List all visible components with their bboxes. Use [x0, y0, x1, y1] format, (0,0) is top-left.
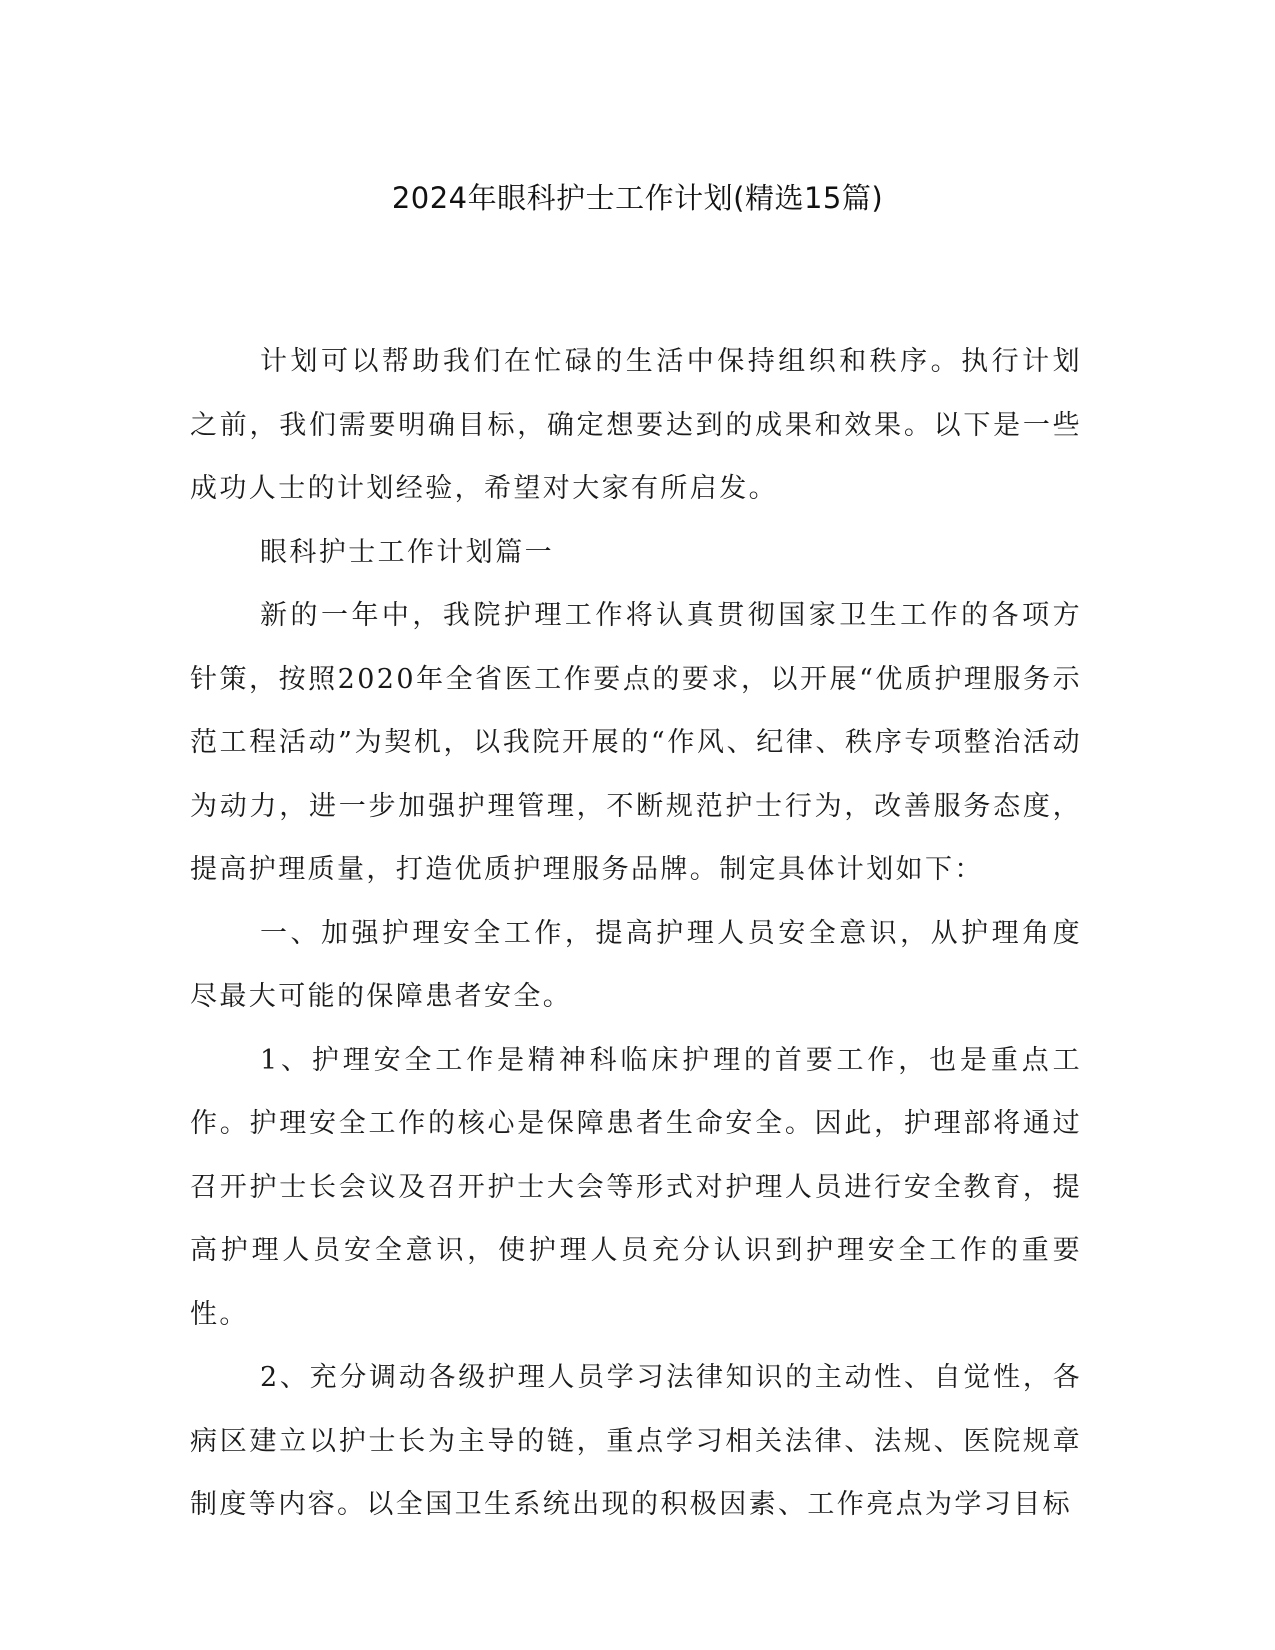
paragraph-overview: 新的一年中，我院护理工作将认真贯彻国家卫生工作的各项方针策，按照2020年全省医工作要点的要求，以开展“优质护理服务示范工程活动”为契机，以我院开展的“作风、纪律、秩序专项整治活动为动力，进一步加强护理管理，不断规范护士行为，改善服务态度，提高护理质量，打造优质护理服务品牌。制定具体计划如下： — [190, 600, 1082, 885]
document-title: 2024年眼科护士工作计划(精选15篇) — [391, 181, 884, 215]
paragraph-intro: 计划可以帮助我们在忙碌的生活中保持组织和秩序。执行计划之前，我们需要明确目标，确定想要达到的成果和效果。以下是一些成功人士的计划经验，希望对大家有所启发。 — [190, 346, 1082, 504]
document-body — [190, 330, 1082, 1537]
section-heading: 眼科护士工作计划篇一 — [260, 536, 554, 568]
paragraph-item-2: 2、充分调动各级护理人员学习法律知识的主动性、自觉性，各病区建立以护士长为主导的链，重点学习相关法律、法规、医院规章制度等内容。以全国卫生系统出现的积极因素、工作亮点为学习目标 — [190, 1362, 1082, 1520]
paragraph-point-one: 一、加强护理安全工作，提高护理人员安全意识，从护理角度尽最大可能的保障患者安全。 — [190, 917, 1082, 1012]
paragraph-item-1: 1、护理安全工作是精神科临床护理的首要工作，也是重点工作。护理安全工作的核心是保障患者生命安全。因此，护理部将通过召开护士长会议及召开护士大会等形式对护理人员进行安全教育，提高护理人员安全意识，使护理人员充分认识到护理安全工作的重要性。 — [190, 1044, 1082, 1330]
